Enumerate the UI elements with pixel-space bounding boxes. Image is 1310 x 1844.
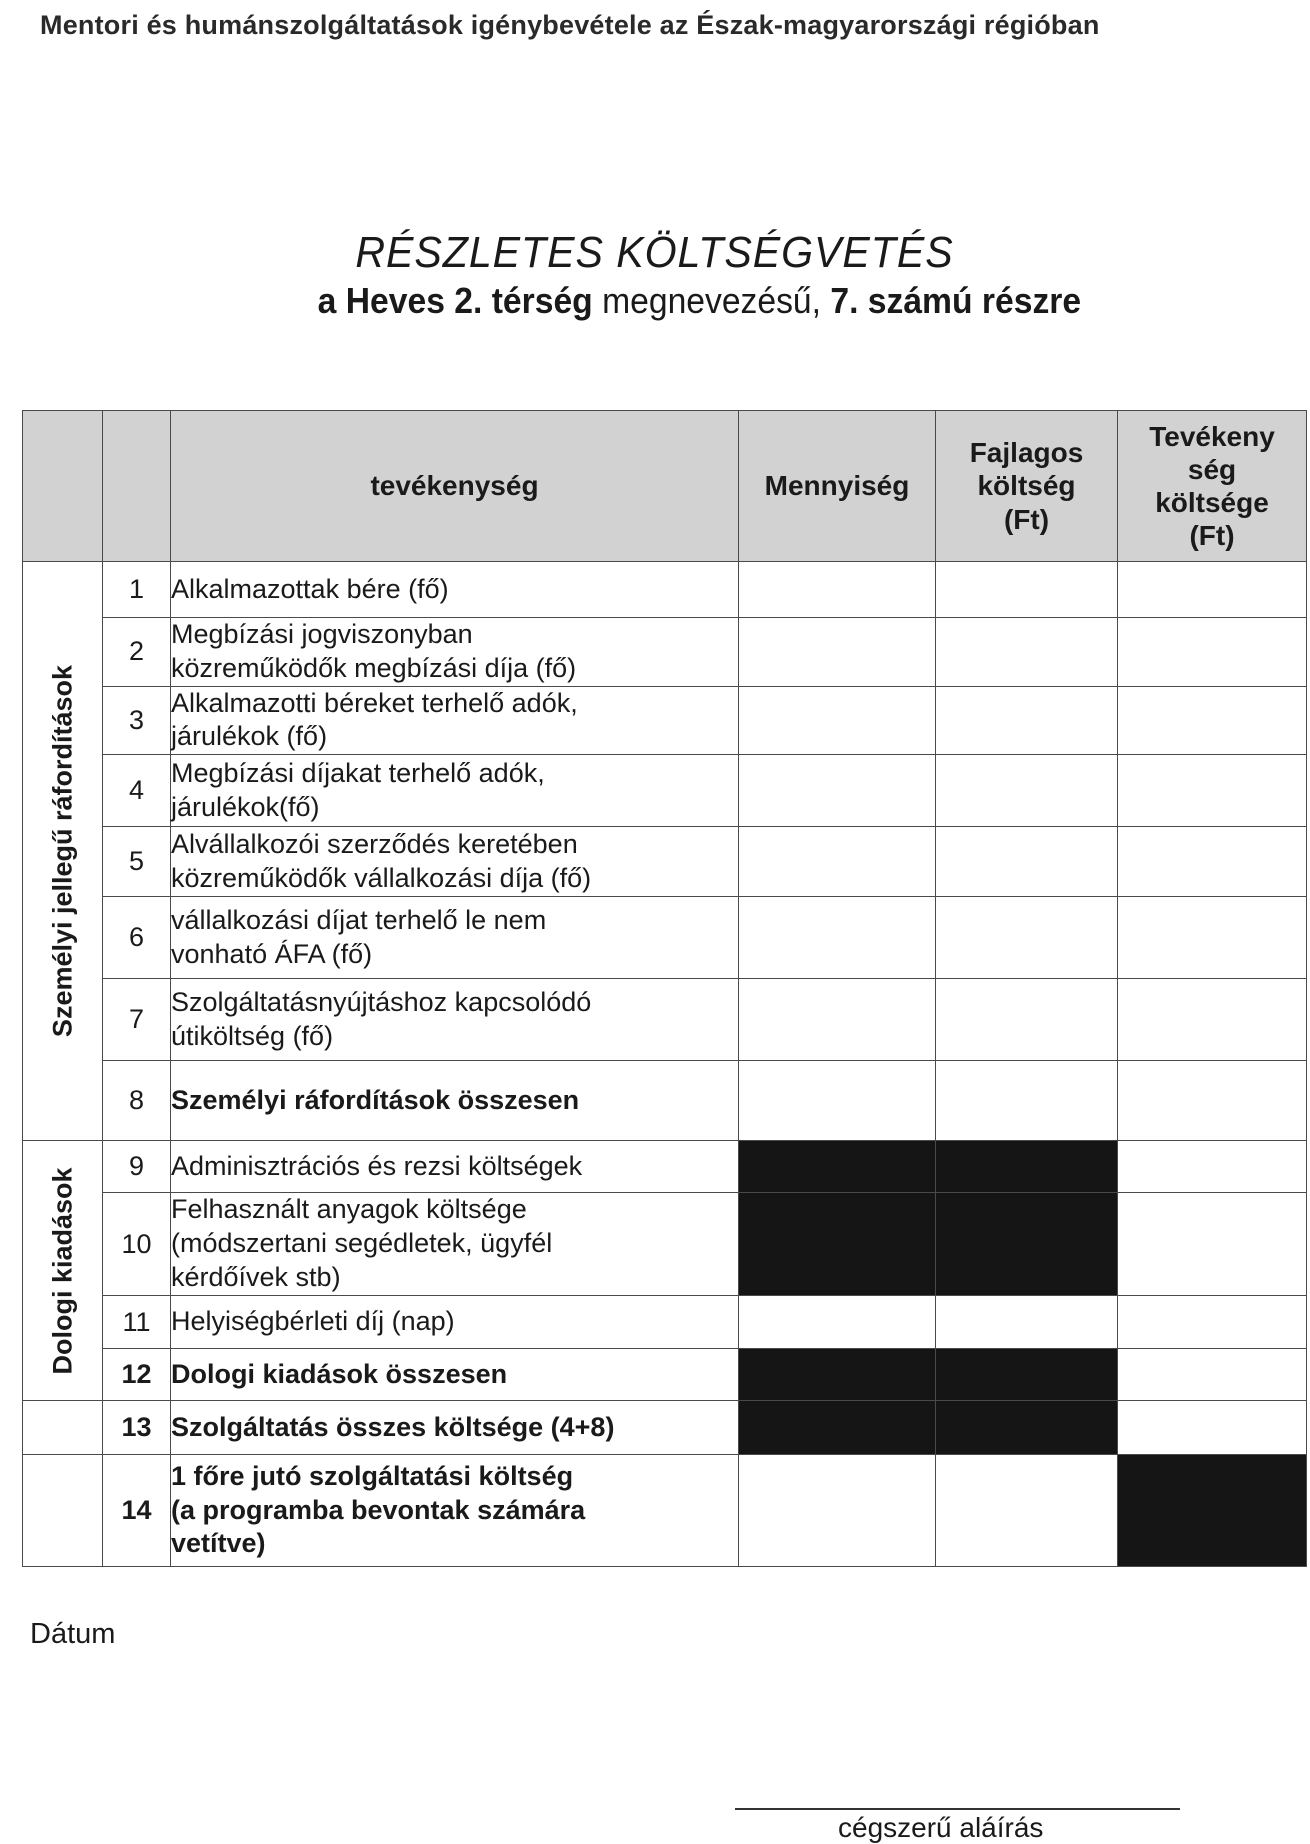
group-material-label: Dologi kiadások	[47, 1166, 77, 1375]
row-activity: Alvállalkozói szerződés keretében közreműködők vállalkozási díja (fő)	[171, 827, 739, 897]
row-number: 10	[103, 1193, 171, 1296]
unit-cost-cell	[936, 618, 1118, 687]
blacked-out-cell	[936, 1401, 1118, 1455]
table-row	[23, 562, 1307, 618]
quantity-cell	[739, 1296, 936, 1349]
table-row	[23, 827, 1307, 897]
activity-cost-cell	[1118, 1296, 1307, 1349]
activity-cost-cell	[1118, 1349, 1307, 1401]
table-row	[23, 686, 1307, 755]
activity-cost-cell	[1118, 1401, 1307, 1455]
row-activity: vállalkozási díjat terhelő le nem vonható ÁFA (fő)	[171, 897, 739, 979]
blacked-out-cell	[739, 1141, 936, 1193]
quantity-cell	[739, 1455, 936, 1567]
row-number: 12	[103, 1349, 171, 1401]
row-activity: Megbízási jogviszonyban közreműködők megbízási díja (fő)	[171, 618, 739, 687]
header-number-cell	[103, 411, 171, 562]
activity-cost-cell	[1118, 897, 1307, 979]
row-activity: Alkalmazotti béreket terhelő adók, járulékok (fő)	[171, 686, 739, 755]
row-activity: Felhasznált anyagok költsége (módszertani segédletek, ügyfél kérdőívek stb)	[171, 1193, 739, 1296]
row-number: 4	[103, 755, 171, 827]
empty-group-cell	[23, 1455, 103, 1567]
row-number: 13	[103, 1401, 171, 1455]
quantity-cell	[739, 686, 936, 755]
row-number: 2	[103, 618, 171, 687]
unit-cost-cell	[936, 562, 1118, 618]
activity-cost-cell	[1118, 1061, 1307, 1141]
table-row	[23, 618, 1307, 687]
document-header: Mentori és humánszolgáltatások igénybevétele az Észak-magyarországi régióban	[40, 10, 1100, 40]
date-label: Dátum	[30, 1618, 116, 1650]
activity-cost-cell	[1118, 618, 1307, 687]
table-row	[23, 897, 1307, 979]
row-number: 8	[103, 1061, 171, 1141]
row-activity: Alkalmazottak bére (fő)	[171, 562, 739, 618]
activity-cost-cell	[1118, 1141, 1307, 1193]
blacked-out-cell	[739, 1401, 936, 1455]
signature-line	[735, 1808, 1180, 1810]
group-personal-label: Személyi jellegű ráfordítások	[47, 664, 77, 1038]
table-row	[23, 1296, 1307, 1349]
header-quantity: Mennyiség	[739, 411, 936, 562]
row-activity: 1 főre jutó szolgáltatási költség (a programba bevontak számára vetítve)	[171, 1455, 739, 1567]
unit-cost-cell	[936, 1296, 1118, 1349]
row-activity: Helyiségbérleti díj (nap)	[171, 1296, 739, 1349]
row-activity: Adminisztrációs és rezsi költségek	[171, 1141, 739, 1193]
blacked-out-cell	[936, 1193, 1118, 1296]
table-row	[23, 1455, 1307, 1567]
quantity-cell	[739, 1061, 936, 1141]
unit-cost-cell	[936, 1061, 1118, 1141]
table-row	[23, 1193, 1307, 1296]
subtitle-region: a Heves 2. térség	[317, 280, 593, 321]
quantity-cell	[739, 827, 936, 897]
header-activity-cost: Tevékeny ség költsége (Ft)	[1118, 411, 1307, 562]
table-header-row	[23, 411, 1307, 562]
document-title: RÉSZLETES KÖLTSÉGVETÉS	[355, 228, 954, 277]
row-activity: Személyi ráfordítások összesen	[171, 1061, 739, 1141]
row-number: 1	[103, 562, 171, 618]
row-number: 6	[103, 897, 171, 979]
row-number: 5	[103, 827, 171, 897]
quantity-cell	[739, 979, 936, 1061]
header-group-cell	[23, 411, 103, 562]
quantity-cell	[739, 897, 936, 979]
signature-label: cégszerű aláírás	[838, 1812, 1044, 1843]
header-activity: tevékenység	[171, 411, 739, 562]
table-row	[23, 1349, 1307, 1401]
activity-cost-cell	[1118, 1193, 1307, 1296]
table-row	[23, 979, 1307, 1061]
activity-cost-cell	[1118, 827, 1307, 897]
row-number: 14	[103, 1455, 171, 1567]
activity-cost-cell	[1118, 755, 1307, 827]
activity-cost-cell	[1118, 979, 1307, 1061]
blacked-out-cell	[1118, 1455, 1307, 1567]
activity-cost-cell	[1118, 686, 1307, 755]
unit-cost-cell	[936, 1455, 1118, 1567]
unit-cost-cell	[936, 827, 1118, 897]
blacked-out-cell	[936, 1349, 1118, 1401]
quantity-cell	[739, 755, 936, 827]
header-unit-cost: Fajlagos költség (Ft)	[936, 411, 1118, 562]
quantity-cell	[739, 562, 936, 618]
document-subtitle	[0, 280, 1310, 322]
empty-group-cell	[23, 1401, 103, 1455]
table-row	[23, 1141, 1307, 1193]
group-personal-cell	[23, 562, 103, 1141]
row-number: 3	[103, 686, 171, 755]
budget-table	[22, 410, 1307, 1567]
row-number: 11	[103, 1296, 171, 1349]
row-activity: Megbízási díjakat terhelő adók, járulékok(fő)	[171, 755, 739, 827]
table-row	[23, 1061, 1307, 1141]
row-number: 9	[103, 1141, 171, 1193]
unit-cost-cell	[936, 686, 1118, 755]
subtitle-part-number: 7. számú részre	[830, 280, 1082, 321]
unit-cost-cell	[936, 897, 1118, 979]
unit-cost-cell	[936, 979, 1118, 1061]
quantity-cell	[739, 618, 936, 687]
table-row	[23, 755, 1307, 827]
blacked-out-cell	[739, 1349, 936, 1401]
row-activity: Szolgáltatás összes költsége (4+8)	[171, 1401, 739, 1455]
activity-cost-cell	[1118, 562, 1307, 618]
unit-cost-cell	[936, 755, 1118, 827]
row-activity: Dologi kiadások összesen	[171, 1349, 739, 1401]
blacked-out-cell	[739, 1193, 936, 1296]
subtitle-connector: megnevezésű,	[592, 280, 831, 321]
row-activity: Szolgáltatásnyújtáshoz kapcsolódó útiköltség (fő)	[171, 979, 739, 1061]
row-number: 7	[103, 979, 171, 1061]
group-material-cell	[23, 1141, 103, 1401]
blacked-out-cell	[936, 1141, 1118, 1193]
table-row	[23, 1401, 1307, 1455]
